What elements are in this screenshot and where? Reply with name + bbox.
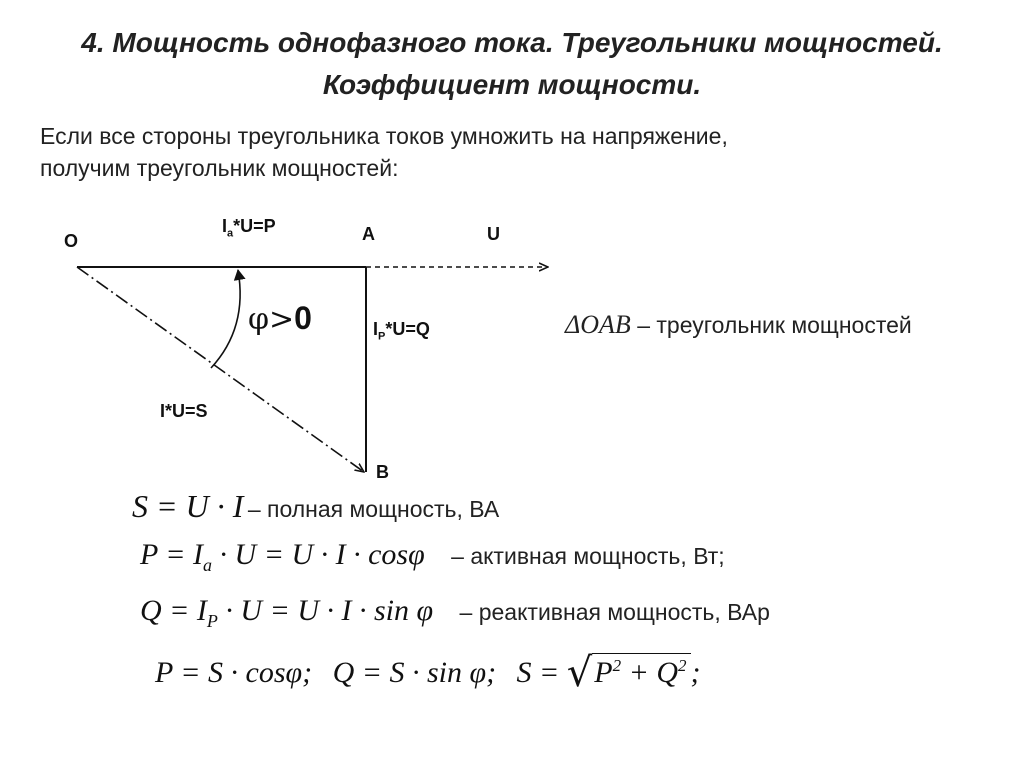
equation-p-desc: – активная мощность, Вт; [451, 543, 725, 569]
sqrt-radicand: $P^2 + Q^2$ [592, 653, 690, 689]
equation-q-formula: $Q = I_P \cdot U = U \cdot I \cdot \sin \varphi$ [140, 594, 434, 631]
equation-q-desc: – реактивная мощность, ВАр [459, 599, 770, 625]
triangle-note-text: – треугольник мощностей [637, 312, 912, 338]
equation-s-desc: – полная мощность, ВА [247, 496, 500, 522]
intro-line-2: получим треугольник мощностей: [40, 155, 399, 181]
title-line-1: 4. Мощность однофазного тока. Треугольники мощностей. [81, 27, 943, 58]
point-b-label: B [376, 462, 389, 482]
sqrt-sign: √ [566, 650, 593, 696]
apparent-power-equation [132, 488, 499, 525]
side-ob [77, 267, 364, 472]
title-line-2: Коэффициент мощности. [322, 69, 702, 100]
reactive-power-equation [140, 594, 770, 632]
summary-q: Q = S · sin φ; [332, 656, 497, 689]
apparent-power-label: I*U=S [160, 401, 208, 421]
equation-s-formula: S = U · I [132, 488, 244, 524]
summary-p: P = S · cosφ; [155, 656, 313, 689]
intro-line-1: Если все стороны треугольника токов умножить на напряжение, [40, 123, 728, 149]
reactive-power-label: $I_P*U=Q$ [373, 319, 430, 343]
active-power-label: $I_a*U=P$ [222, 216, 276, 240]
triangle-note [565, 310, 912, 340]
point-a-label: A [362, 224, 375, 244]
triangle-note-math: ΔOAB [565, 310, 631, 339]
summary-s: $S = √P^2 + Q^2$ ; [516, 650, 701, 696]
point-o-label: O [64, 231, 79, 251]
angle-arc [211, 270, 240, 368]
voltage-label: U [487, 224, 500, 244]
active-power-equation [140, 538, 725, 576]
summary-equations [155, 650, 701, 696]
phi-angle-label: φ>0 [248, 300, 312, 337]
equation-p-formula: $P = I_a \cdot U = U \cdot I \cdot \cos\varphi$ [140, 538, 425, 575]
